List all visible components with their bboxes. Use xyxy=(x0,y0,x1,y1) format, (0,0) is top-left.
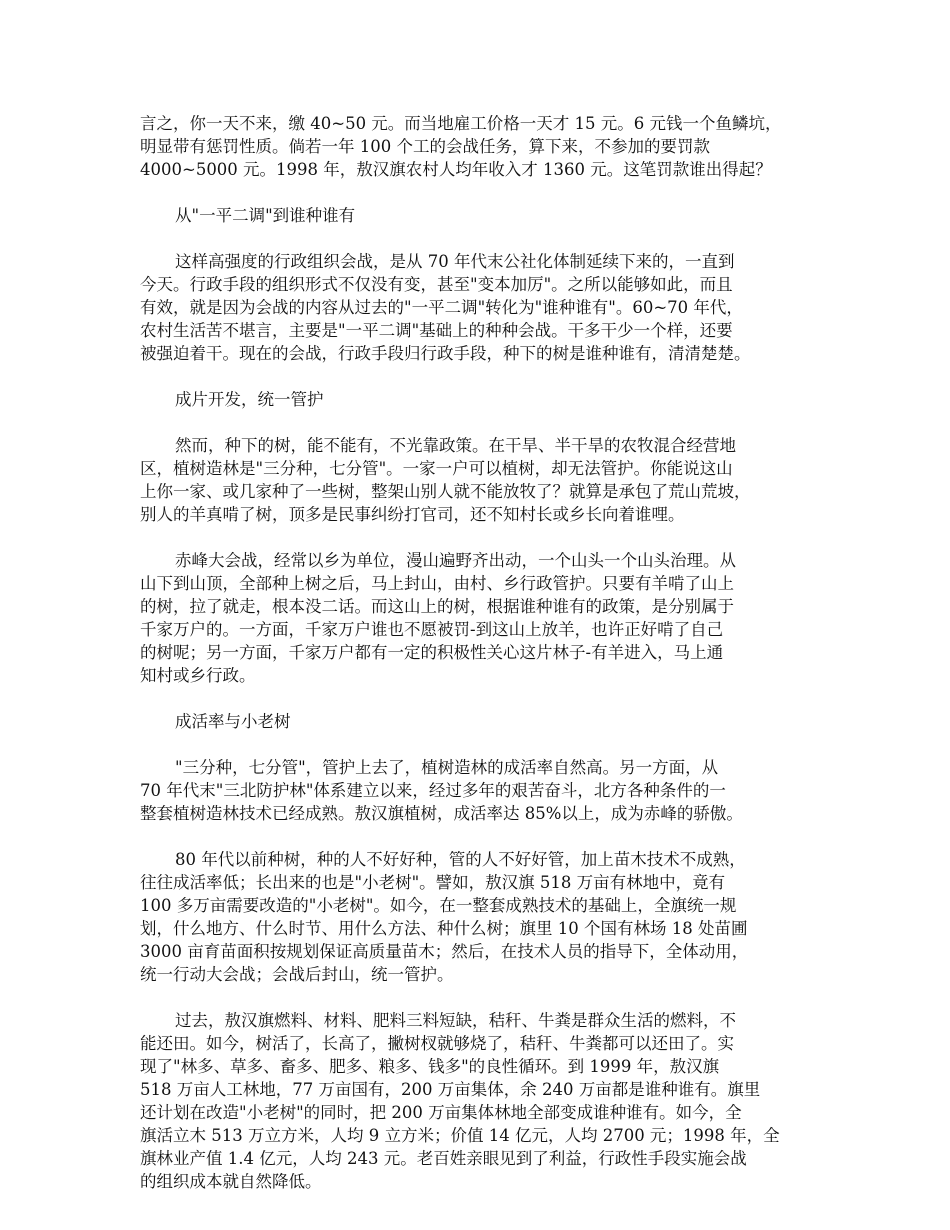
paragraph-6-line-2: 往往成活率低；长出来的也是"小老树"。譬如，敖汉旗 518 万亩有林地中，竟有 xyxy=(140,873,726,892)
paragraph-2-line-3: 有效，就是因为会战的内容从过去的"一平二调"转化为"谁种谁有"。60~70 年代， xyxy=(140,298,743,317)
paragraph-1-line-1: 言之，你一天不来，缴 40~50 元。而当地雇工价格一天才 15 元。6 元钱一个鱼鳞坑， xyxy=(140,114,782,133)
paragraph-7-line-3: 现了"林多、草多、畜多、肥多、粮多、钱多"的良性循环。到 1999 年，敖汉旗 xyxy=(140,1057,720,1076)
paragraph-7-line-4: 518 万亩人工林地，77 万亩国有，200 万亩集体，余 240 万亩都是谁种谁有。旗里 xyxy=(140,1080,761,1099)
paragraph-5-line-3: 整套植树造林技术已经成熟。敖汉旗植树，成活率达 85%以上，成为赤峰的骄傲。 xyxy=(140,804,743,823)
paragraph-7-line-6: 旗活立木 513 万立方米，人均 9 立方米；价值 14 亿元，人均 2700 元；1998 年，全 xyxy=(140,1126,780,1145)
paragraph-3-line-3: 上你一家、或几家种了一些树，整架山别人就不能放牧了？就算是承包了荒山荒坡， xyxy=(140,482,751,501)
paragraph-2-line-5: 被强迫着干。现在的会战，行政手段归行政手段，种下的树是谁种谁有，清清楚楚。 xyxy=(140,344,751,363)
paragraph-4-line-5: 的树呢；另一方面，千家万户都有一定的积极性关心这片林子-有羊进入，马上通 xyxy=(140,643,724,662)
paragraph-7-line-7: 旗林业产值 1.4 亿元，人均 243 元。老百姓亲眼见到了利益，行政性手段实施会战 xyxy=(140,1149,747,1168)
paragraph-4-line-2: 山下到山顶，全部种上树之后，马上封山，由村、乡行政管护。只要有羊啃了山上 xyxy=(140,574,734,593)
paragraph-7-line-2: 能还田。如今，树活了，长高了，撇树杈就够烧了，秸秆、牛粪都可以还田了。实 xyxy=(140,1034,734,1053)
paragraph-3-line-2: 区，植树造林是"三分种，七分管"。一家一户可以植树，却无法管护。你能说这山 xyxy=(140,459,733,478)
paragraph-5-line-2: 70 年代末"三北防护林"体系建立以来，经过多年的艰苦奋斗，北方各种条件的一 xyxy=(140,781,726,800)
paragraph-3-line-4: 别人的羊真啃了树，顶多是民事纠纷打官司，还不知村长或乡长向着谁哩。 xyxy=(140,505,685,524)
paragraph-6-line-1: 80 年代以前种树，种的人不好好种，管的人不好好管，加上苗木技术不成熟， xyxy=(175,850,746,869)
section-heading-1: 从"一平二调"到谁种谁有 xyxy=(175,206,356,225)
paragraph-4-line-1: 赤峰大会战，经常以乡为单位，漫山遍野齐出动，一个山头一个山头治理。从 xyxy=(175,551,736,570)
paragraph-6-line-5: 3000 亩育苗面积按规划保证高质量苗木；然后，在技术人员的指导下，全体动用， xyxy=(140,942,749,961)
paragraph-1-line-3: 4000~5000 元。1998 年，敖汉旗农村人均年收入才 1360 元。这笔罚款谁出得起？ xyxy=(140,160,772,179)
paragraph-7-line-1: 过去，敖汉旗燃料、材料、肥料三料短缺，秸秆、牛粪是群众生活的燃料，不 xyxy=(175,1011,736,1030)
paragraph-1-line-2: 明显带有惩罚性质。倘若一年 100 个工的会战任务，算下来，不参加的要罚款 xyxy=(140,137,710,156)
paragraph-6-line-3: 100 多万亩需要改造的"小老树"。如今，在一整套成熟技术的基础上，全旗统一规 xyxy=(140,896,737,915)
paragraph-2-line-2: 今天。行政手段的组织形式不仅没有变，甚至"变本加厉"。之所以能够如此，而且 xyxy=(140,275,733,294)
paragraph-6-line-4: 划，什么地方、什么时节、用什么方法、种什么树；旗里 10 个国有林场 18 处苗圃 xyxy=(140,919,748,938)
paragraph-2-line-4: 农村生活苦不堪言，主要是"一平二调"基础上的种种会战。干多干少一个样，还要 xyxy=(140,321,733,340)
paragraph-3-line-1: 然而，种下的树，能不能有，不光靠政策。在干旱、半干旱的农牧混合经营地 xyxy=(175,436,736,455)
paragraph-7-line-8: 的组织成本就自然降低。 xyxy=(140,1172,322,1191)
paragraph-4-line-6: 知村或乡行政。 xyxy=(140,666,256,685)
section-heading-3: 成活率与小老树 xyxy=(175,712,291,731)
paragraph-6-line-6: 统一行动大会战；会战后封山，统一管护。 xyxy=(140,965,454,984)
paragraph-2-line-1: 这样高强度的行政组织会战，是从 70 年代末公社化体制延续下来的，一直到 xyxy=(175,252,735,271)
paragraph-7-line-5: 还计划在改造"小老树"的同时，把 200 万亩集体林地全部变成谁种谁有。如今，全 xyxy=(140,1103,742,1122)
section-heading-2: 成片开发，统一管护 xyxy=(175,390,324,409)
paragraph-4-line-4: 千家万户的。一方面，千家万户谁也不愿被罚-到这山上放羊，也许正好啃了自己 xyxy=(140,620,724,639)
paragraph-4-line-3: 的树，拉了就走，根本没二话。而这山上的树，根据谁种谁有的政策，是分别属于 xyxy=(140,597,734,616)
paragraph-5-line-1: "三分种，七分管"，管护上去了，植树造林的成活率自然高。另一方面，从 xyxy=(175,758,719,777)
